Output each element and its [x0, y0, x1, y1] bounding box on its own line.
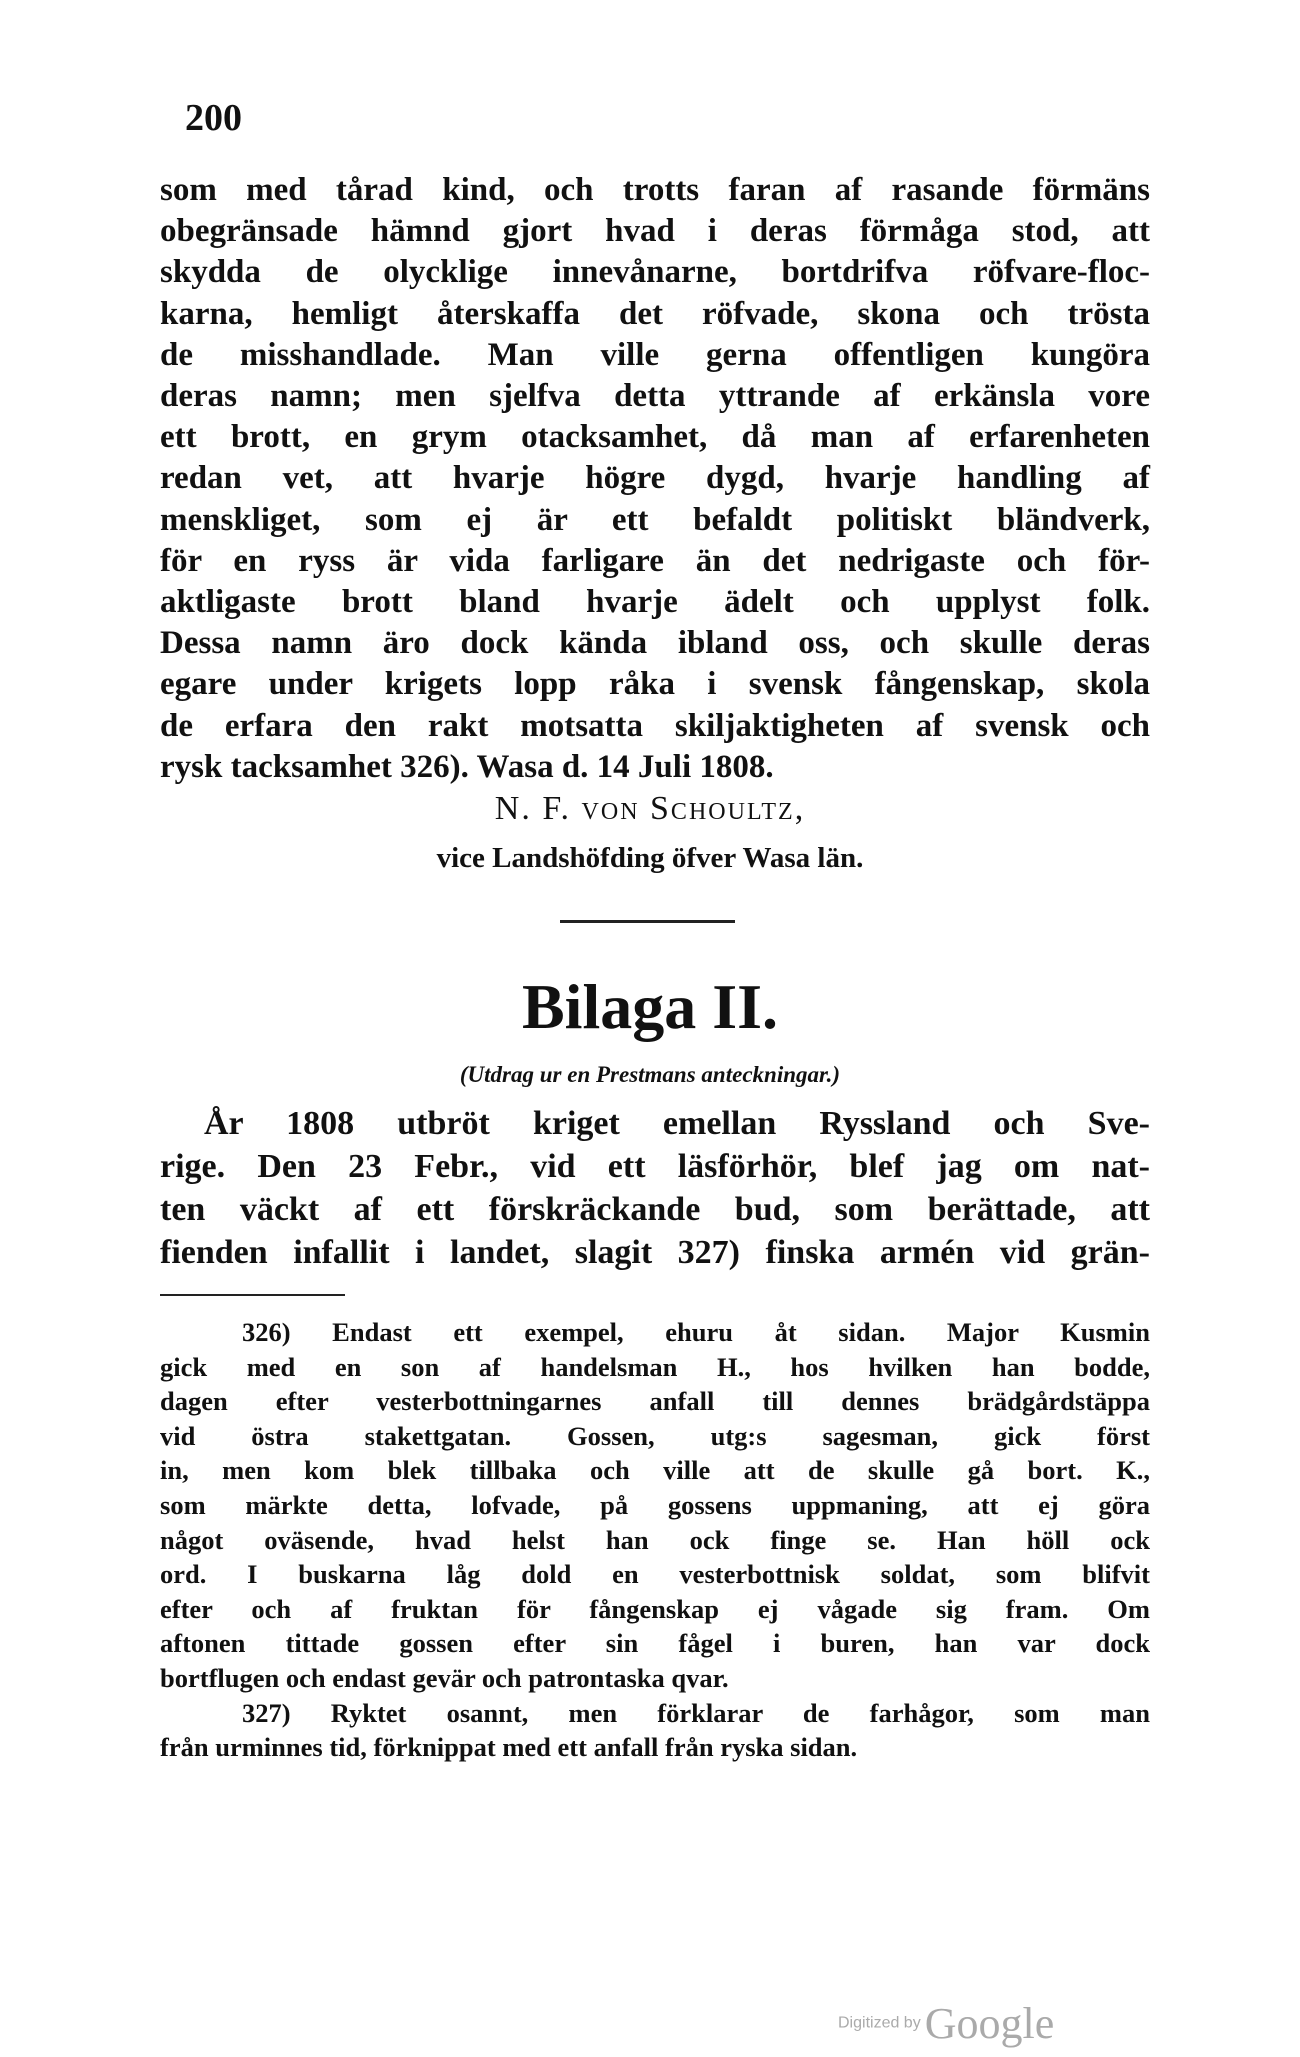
body-line: redan vet, att hvarje högre dygd, hvarje handling af	[160, 460, 1150, 497]
watermark-prefix: Digitized by	[838, 2014, 921, 2032]
footnotes	[160, 1315, 1150, 1765]
footnote-rule	[160, 1294, 345, 1296]
footnote-line: dagen efter vesterbottningarnes anfall till dennes brädgårdstäppa	[160, 1386, 1150, 1417]
page-number: 200	[185, 97, 242, 139]
footnote-line: vid östra stakettgatan. Gossen, utg:s sagesman, gick först	[160, 1420, 1150, 1451]
section-line: rige. Den 23 Febr., vid ett läsförhör, blef jag om nat-	[160, 1148, 1150, 1185]
section-line: fienden infallit i landet, slagit 327) finska armén vid grän-	[160, 1234, 1150, 1271]
watermark-brand: Google	[924, 1999, 1055, 2048]
body-line: rysk tacksamhet 326). Wasa d. 14 Juli 1808.	[160, 748, 774, 785]
section-divider	[560, 920, 735, 923]
footnote-line: från urminnes tid, förknippat med ett anfall från ryska sidan.	[160, 1732, 858, 1763]
body-line: för en ryss är vida farligare än det nedrigaste och för-	[160, 542, 1150, 579]
body-line: karna, hemligt återskaffa det röfvade, skona och trösta	[160, 295, 1150, 332]
body-line: de misshandlade. Man ville gerna offentligen kungöra	[160, 336, 1150, 373]
body-line: deras namn; men sjelfva detta yttrande af erkänsla vore	[160, 378, 1150, 415]
signature-prefix: N. F.	[494, 790, 582, 827]
body-line: Dessa namn äro dock kända ibland oss, och skulle deras	[160, 625, 1150, 662]
body-line: menskliget, som ej är ett befaldt politiskt bländverk,	[160, 501, 1150, 538]
footnote-line: efter och af fruktan för fångenskap ej vågade sig fram. Om	[160, 1593, 1150, 1624]
section-line: År 1808 utbröt kriget emellan Ryssland och Sve-	[204, 1105, 1150, 1142]
signature-surname: von Schoultz,	[581, 790, 806, 827]
footnote-line: 327) Ryktet osannt, men förklarar de farhågor, som man	[242, 1697, 1150, 1728]
body-line: egare under krigets lopp råka i svensk fångenskap, skola	[160, 666, 1150, 703]
section-paragraph	[160, 1102, 1150, 1274]
section-line: ten väckt af ett förskräckande bud, som berättade, att	[160, 1191, 1150, 1228]
body-line: obegränsade hämnd gjort hvad i deras förmåga stod, att	[160, 213, 1150, 250]
body-line: ett brott, en grym otacksamhet, då man af erfarenheten	[160, 419, 1150, 456]
footnote-line: 326) Endast ett exempel, ehuru åt sidan. Major Kusmin	[242, 1317, 1150, 1347]
body-line: aktligaste brott bland hvarje ädelt och upplyst folk.	[160, 584, 1150, 621]
footnote-line: som märkte detta, lofvade, på gossens uppmaning, att ej göra	[160, 1489, 1150, 1520]
section-subtitle: (Utdrag ur en Prestmans anteckningar.)	[459, 1062, 841, 1087]
body-line: som med tårad kind, och trotts faran af rasande förmäns	[160, 172, 1150, 208]
digitized-watermark	[838, 1998, 1054, 2049]
section-title: Bilaga II.	[521, 971, 779, 1042]
body-line: skydda de olycklige innevånarne, bortdrifva röfvare-floc-	[160, 254, 1150, 291]
footnote-line: ord. I buskarna låg dold en vesterbottnisk soldat, som blifvit	[160, 1559, 1150, 1590]
signature-title: vice Landshöfding öfver Wasa län.	[436, 842, 864, 874]
footnote-line: in, men kom blek tillbaka och ville att de skulle gå bort. K.,	[160, 1455, 1150, 1486]
footnote-line: bortflugen och endast gevär och patrontaska qvar.	[160, 1662, 729, 1693]
body-line: de erfara den rakt motsatta skiljaktigheten af svensk och	[160, 707, 1150, 744]
footnote-line: gick med en son af handelsman H., hos hvilken han bodde,	[160, 1351, 1150, 1382]
footnote-line: något oväsende, hvad helst han ock finge se. Han höll ock	[160, 1524, 1150, 1555]
body-paragraph	[160, 170, 1150, 788]
signature-name	[0, 790, 1300, 828]
footnote-line: aftonen tittade gossen efter sin fågel i buren, han var dock	[160, 1628, 1150, 1659]
